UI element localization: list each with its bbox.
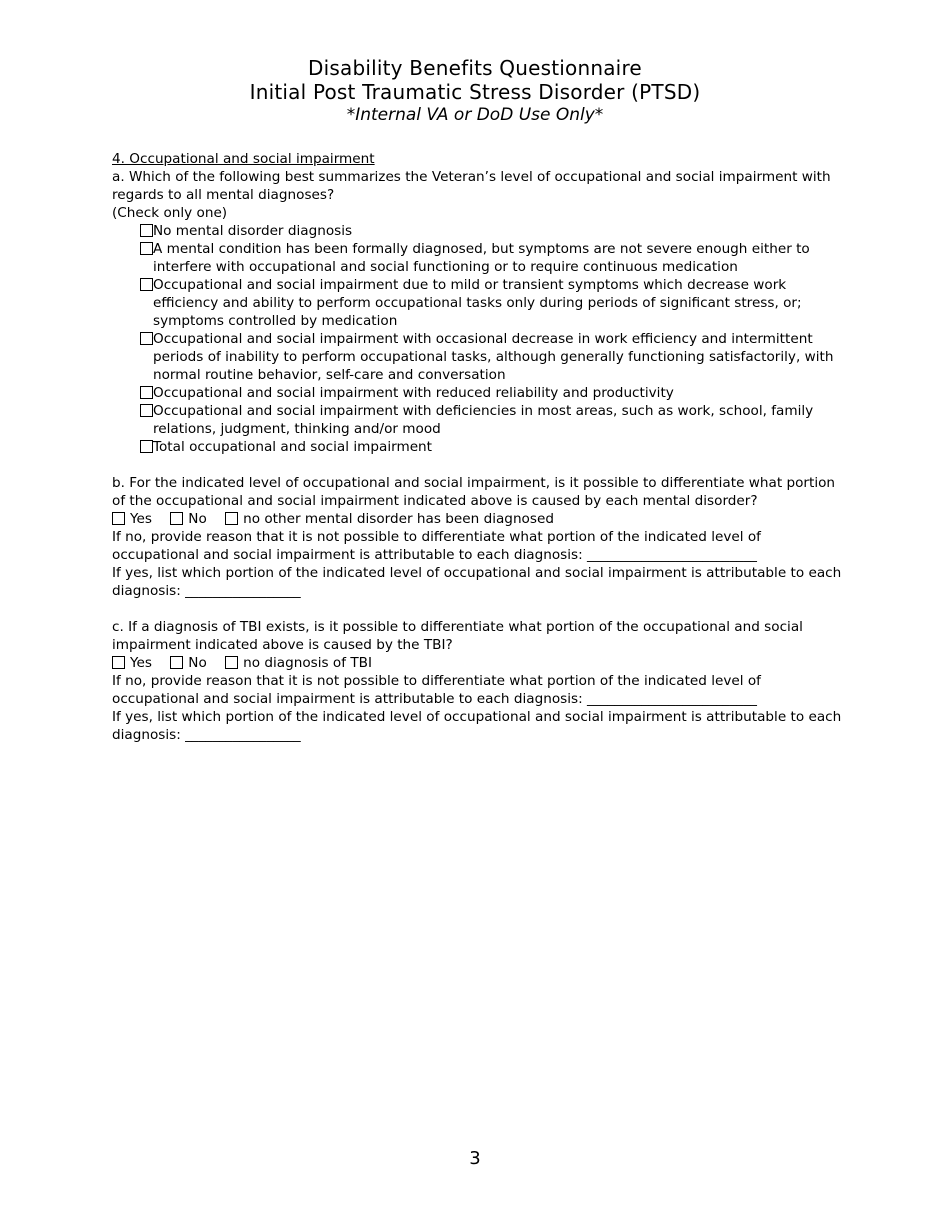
question-b-answers (112, 510, 852, 528)
question-b: b. For the indicated level of occupational and social impairment, is it possible to differentiate what portion of the occupational and social impairment indicated above is caused by each mental disorder? (112, 475, 836, 509)
yes-label: Yes (130, 511, 152, 527)
question-c: c. If a diagnosis of TBI exists, is it possible to differentiate what portion of the occupational and social impairment indicated above is caused by the TBI? (112, 619, 803, 653)
form-title: Disability Benefits Questionnaire (308, 56, 642, 80)
no-other-disorder-label: no other mental disorder has been diagnosed (243, 511, 554, 527)
option-diagnosed-not-severe (140, 240, 852, 276)
checkbox[interactable] (140, 404, 153, 417)
question-c-if-yes: If yes, list which portion of the indicated level of occupational and social impairment is attributable to each diagnosis: _________________ (112, 709, 842, 743)
option-label: Occupational and social impairment due to mild or transient symptoms which decrease work efficiency and ability to perform occupational tasks only during periods of significant stress, or; symptoms controlled by medication (153, 277, 802, 329)
option-label: A mental condition has been formally diagnosed, but symptoms are not severe enough either to interfere with occupational and social functioning or to require continuous medication (153, 241, 810, 275)
option-total-impairment (140, 438, 852, 456)
option-label: No mental disorder diagnosis (153, 223, 353, 239)
checkbox[interactable] (140, 224, 153, 237)
checkbox[interactable] (140, 278, 153, 291)
no-other-disorder-checkbox[interactable] (225, 512, 238, 525)
document-header (0, 56, 950, 126)
checkbox[interactable] (140, 440, 153, 453)
yes-label: Yes (130, 655, 152, 671)
question-c-answers (112, 654, 852, 672)
checkbox[interactable] (140, 386, 153, 399)
no-label: No (188, 655, 207, 671)
option-deficiencies-most-areas (140, 402, 852, 438)
question-a-instruction: (Check only one) (112, 205, 228, 221)
option-label: Occupational and social impairment with deficiencies in most areas, such as work, school, family relations, judgment, thinking and/or mood (153, 403, 814, 437)
question-a: a. Which of the following best summarizes the Veteran’s level of occupational and social impairment with regards to all mental diagnoses? (112, 169, 831, 203)
spacer (112, 600, 852, 618)
option-label: Occupational and social impairment with reduced reliability and productivity (153, 385, 674, 401)
checkbox[interactable] (140, 332, 153, 345)
no-checkbox[interactable] (170, 512, 183, 525)
no-tbi-label: no diagnosis of TBI (243, 655, 372, 671)
no-checkbox[interactable] (170, 656, 183, 669)
no-label: No (188, 511, 207, 527)
option-mild-transient (140, 276, 852, 330)
yes-checkbox[interactable] (112, 512, 125, 525)
internal-use-notice: *Internal VA or DoD Use Only* (346, 105, 604, 125)
option-no-mental-disorder (140, 222, 852, 240)
option-label: Occupational and social impairment with occasional decrease in work efficiency and intermittent periods of inability to perform occupational tasks, although generally functioning satisfactorily, with normal routine behavior, self-care and conversation (153, 331, 834, 383)
option-reduced-reliability (140, 384, 852, 402)
section-title: 4. Occupational and social impairment (112, 151, 375, 167)
spacer (112, 456, 852, 474)
option-occasional-decrease (140, 330, 852, 384)
question-c-if-no: If no, provide reason that it is not possible to differentiate what portion of the indicated level of occupational and social impairment is attributable to each diagnosis: _________________________ (112, 673, 761, 707)
checkbox[interactable] (140, 242, 153, 255)
no-tbi-checkbox[interactable] (225, 656, 238, 669)
question-b-if-yes: If yes, list which portion of the indicated level of occupational and social impairment is attributable to each diagnosis: _________________ (112, 565, 842, 599)
section-occupational-social-impairment (112, 150, 852, 744)
question-b-if-no: If no, provide reason that it is not possible to differentiate what portion of the indicated level of occupational and social impairment is attributable to each diagnosis: _________________________ (112, 529, 761, 563)
page-number: 3 (469, 1148, 481, 1169)
form-subject: Initial Post Traumatic Stress Disorder (PTSD) (249, 80, 701, 104)
yes-checkbox[interactable] (112, 656, 125, 669)
option-label: Total occupational and social impairment (153, 439, 433, 455)
